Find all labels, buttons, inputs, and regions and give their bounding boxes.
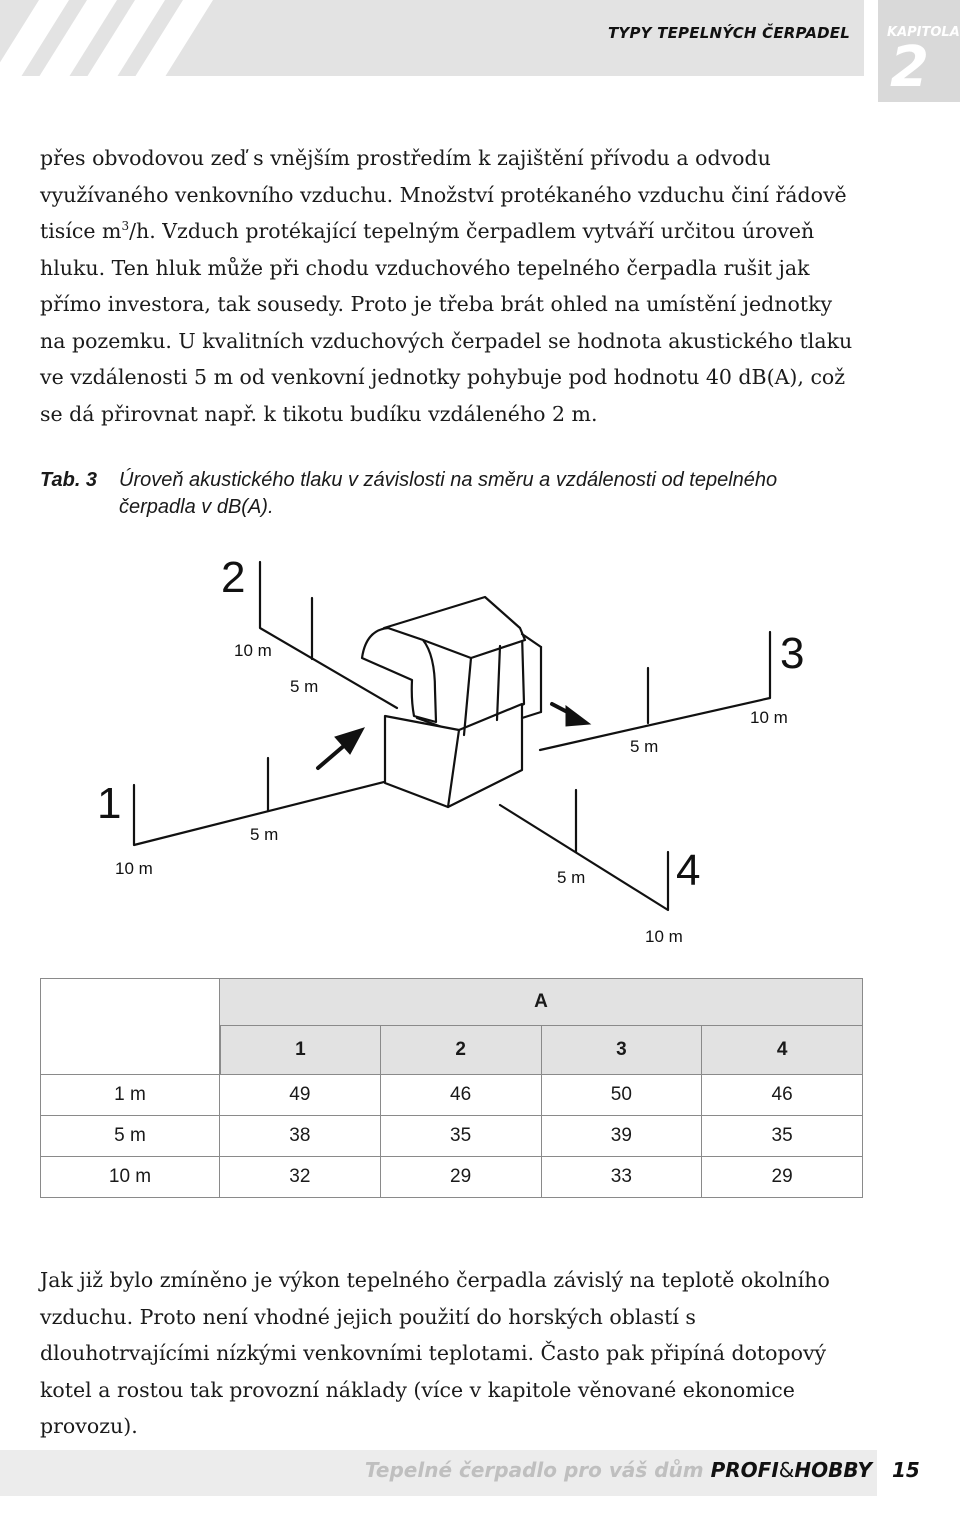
section-title: TYPY TEPELNÝCH ČERPADEL (608, 24, 850, 42)
table-cell: 32 (220, 1157, 381, 1198)
chapter-label: KAPITOLA (887, 25, 960, 40)
row-label: 5 m (40, 1116, 220, 1157)
table-column-header: 2 (381, 1026, 542, 1075)
caption-text: Úroveň akustického tlaku v závislosti na směru a vzdálenosti od tepelného čerpadla v dB(A). (119, 469, 778, 518)
brand-logo (711, 1458, 872, 1482)
direction-label-4: 4 (676, 846, 701, 895)
body-paragraph-2: Jak již bylo zmíněno je výkon tepelného čerpadla závislý na teplotě okolního vzduchu. Proto není vhodné jejich použití do horských oblastí s dlouhotrvajícími nízkými venkovními teplotami. Často pak připíná dotopový kotel a rostou tak provozní náklady (více v kapitole věnované ekonomice provozu). (40, 1268, 830, 1438)
page-number: 15 (892, 1458, 920, 1482)
distance-label-10m: 10 m (234, 641, 272, 660)
table-column-header: 4 (702, 1026, 863, 1075)
distance-label-10m: 10 m (645, 927, 683, 946)
chapter-box (878, 0, 960, 102)
row-label: 1 m (40, 1075, 220, 1116)
noise-level-table (40, 978, 863, 1198)
distance-label-5m: 5 m (630, 737, 659, 756)
table-corner (40, 978, 220, 1075)
brand-ampersand: & (778, 1458, 795, 1482)
distance-label-5m: 5 m (250, 825, 279, 844)
table-cell: 38 (220, 1116, 381, 1157)
brand-part: PROFI (710, 1458, 779, 1482)
superscript: 3 (121, 219, 130, 234)
table-cell: 46 (702, 1075, 863, 1116)
table-cell: 35 (702, 1116, 863, 1157)
table-cell: 50 (542, 1075, 703, 1116)
noise-direction-diagram (0, 540, 960, 960)
axis-line-3 (540, 632, 770, 750)
distance-label-10m: 10 m (750, 708, 788, 727)
distance-label-10m: 10 m (115, 859, 153, 878)
row-label: 10 m (40, 1157, 220, 1198)
table-group-header: A (220, 978, 863, 1026)
table-cell: 49 (220, 1075, 381, 1116)
heat-pump-edge (522, 712, 541, 718)
table-row (40, 1075, 863, 1116)
paragraph-text: /h. Vzduch protékající tepelným čerpadlem vytváří určitou úroveň hluku. Ten hluk může při chodu vzduchového tepelného čerpadla rušit jak přímo investora, tak sousedy. Proto je třeba brát ohled na umístění jednotky na pozemku. U kvalitních vzduchových čerpadel se hodnota akustického tlaku ve vzdálenosti 5 m od venkovní jednotky pohybuje pod hodnotu 40 dB(A), což se dá přirovnat např. k tikotu budíku vzdáleného 2 m. (40, 219, 853, 426)
table-row (40, 1157, 863, 1198)
paragraph-text: přes obvodovou zeď s vnějším prostředím k zajištění přívodu a odvodu využívaného venkovního vzduchu. Množství protékaného vzduchu činí řádově tisíce m (40, 146, 847, 243)
heat-pump-front-dome (362, 628, 436, 722)
table-cell: 29 (381, 1157, 542, 1198)
body-paragraph-1 (40, 140, 862, 432)
axis-line-4 (500, 805, 668, 910)
distance-label-5m: 5 m (557, 868, 586, 887)
table-cell: 39 (542, 1116, 703, 1157)
direction-label-3: 3 (780, 629, 805, 678)
table-column-header: 1 (220, 1026, 381, 1075)
direction-label-1: 1 (97, 779, 122, 828)
table-cell: 35 (381, 1116, 542, 1157)
outlet-arrow-head (566, 706, 590, 726)
header-band (0, 0, 864, 76)
table-cell: 33 (542, 1157, 703, 1198)
distance-label-5m: 5 m (290, 677, 319, 696)
caption-tag: Tab. 3 (40, 469, 98, 491)
footer-tagline-text: Tepelné čerpadlo pro váš dům (364, 1458, 704, 1482)
chapter-number: 2 (890, 35, 929, 100)
table-cell: 46 (381, 1075, 542, 1116)
table-row (40, 1116, 863, 1157)
footer-tagline (365, 1458, 872, 1482)
table-cell: 29 (702, 1157, 863, 1198)
table-column-header: 3 (542, 1026, 703, 1075)
direction-label-2: 2 (221, 553, 246, 602)
brand-part: HOBBY (794, 1458, 872, 1482)
inlet-arrow-shaft (318, 744, 346, 768)
